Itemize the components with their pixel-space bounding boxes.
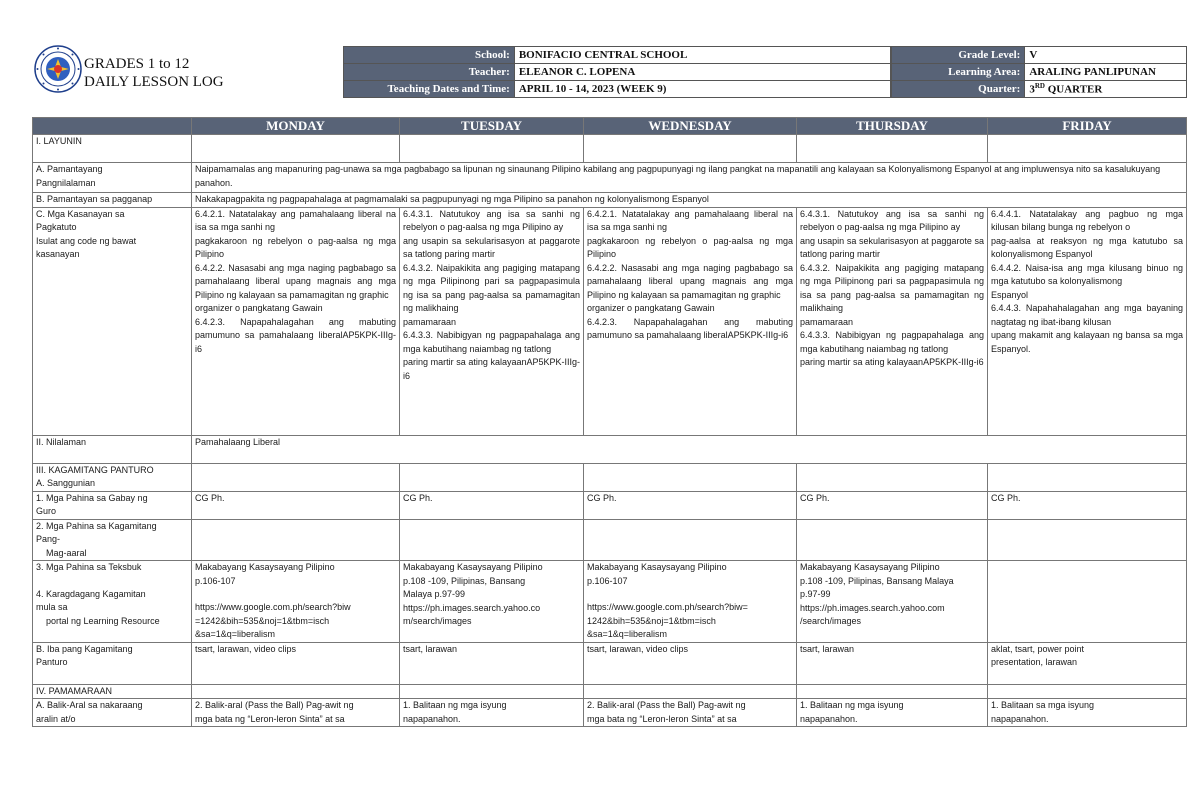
title-daily-lesson-log: DAILY LESSON LOG	[84, 74, 224, 90]
kasanayan-thursday: 6.4.3.1. Natutukoy ang isa sa sanhi ng rebelyon o pag-aalsa ng mga Pilipino ay ang usapin sa sekularisasyon at paggarote sa tatlong paring martir 6.4.3.2. Naipakikita ang pagiging matapang ng mga Pilipinong pari sa pagpapasimula ng isa sa pang pag-aalsa sa pamamagitan ng malikhaing pamamaraan 6.4.3.3. Nabibigyan ng pagpapahalaga ang mga kabutihang naiambag ng tatlong paring martir sa ating kalayaanAP5KPK-IIIg-i6	[797, 207, 988, 435]
teacher-value: ELEANOR C. LOPENA	[514, 64, 890, 81]
pagganap-label: B. Pamantayan sa pagganap	[33, 193, 192, 208]
table-row	[33, 561, 1187, 643]
deped-seal-icon	[34, 45, 82, 93]
learning-area-value: ARALING PANLIPUNAN	[1025, 64, 1187, 81]
title-grades: GRADES 1 to 12	[84, 56, 190, 72]
lesson-log-table	[32, 117, 1187, 727]
kasanayan-tuesday: 6.4.3.1. Natutukoy ang isa sa sanhi ng rebelyon o pag-aalsa ng mga Pilipino ay ang usapin sa sekularisasyon at paggarote sa tatlong paring martir 6.4.3.2. Naipakikita ang pagiging matapang ng mga Pilipinong pari sa pagpapasimula ng isa sa pang pag-aalsa sa pamamagitan ng malikhaing pamamaraan 6.4.3.3. Nabibigyan ng pagpapahalaga ang mga kabutihang naiambag ng tatlong paring martir sa ating kalayaanAP5KPK-IIIg-i6	[400, 207, 584, 435]
iba-label: B. Iba pang Kagamitang Panturo	[33, 642, 192, 684]
balik-wednesday: 2. Balik-aral (Pass the Ball) Pag-awit ng mga bata ng “Leron-leron Sinta” at sa	[584, 699, 797, 727]
iba-wednesday: tsart, larawan, video clips	[584, 642, 797, 684]
nilalaman-label: II. Nilalaman	[33, 435, 192, 463]
table-row	[33, 491, 1187, 519]
resource-link-tuesday: https://ph.images.search.yahoo.co m/search/images	[403, 602, 541, 626]
kasanayan-monday: 6.4.2.1. Natatalakay ang pamahalaang liberal na isa sa mga sanhi ng pagkakaroon ng rebelyon o pag-aalsa ng mga Pilipino 6.4.2.2. Nasasabi ang mga naging pagbabago sa pamahalaang liberal upang magnais ang mga Pilipino ng kalayaan sa pamamagitan ng graphic organizer o pangkatang Gawain 6.4.2.3. Napapahalagahan ang mabuting pamumuno sa pamahalaang liberalAP5KPK-IIIg-i6	[192, 207, 400, 435]
nilalaman-text: Pamahalaang Liberal	[192, 435, 1187, 463]
day-wednesday: WEDNESDAY	[584, 118, 797, 135]
quarter-word: QUARTER	[1044, 83, 1103, 96]
header-info-right	[891, 46, 1187, 98]
learning-area-label: Learning Area:	[892, 64, 1025, 81]
resource-link-monday: https://www.google.com.ph/search?biw =1242&bih=535&noj=1&tbm=isch &sa=1&q=liberalism	[195, 602, 351, 639]
school-value: BONIFACIO CENTRAL SCHOOL	[514, 47, 890, 64]
table-row	[33, 135, 1187, 163]
teksbuk-friday	[988, 561, 1187, 643]
day-monday: MONDAY	[192, 118, 400, 135]
iba-tuesday: tsart, larawan	[400, 642, 584, 684]
iba-friday: aklat, tsart, power point presentation, larawan	[988, 642, 1187, 684]
header-info-left	[343, 46, 891, 98]
dates-value: APRIL 10 - 14, 2023 (WEEK 9)	[514, 81, 890, 98]
pamantayang-label: A. Pamantayang Pangnilalaman	[33, 163, 192, 193]
quarter-label: Quarter:	[892, 81, 1025, 98]
day-tuesday: TUESDAY	[400, 118, 584, 135]
pamantayang-text: Naipamamalas ang mapanuring pag-unawa sa mga pagbabago sa lipunan ng sinaunang Pilipino kabilang ang pagpupunyagi ng ilang pangkat na mapanatili ang kalayaan sa Kolonyalismong Espanyol at ang impluwensya nito sa kasalukuyang panahon.	[192, 163, 1187, 193]
gabay-thursday: CG Ph.	[797, 491, 988, 519]
days-header-blank	[33, 118, 192, 135]
teksbuk-label: 3. Mga Pahina sa Teksbuk 4. Karagdagang Kagamitan mula sa portal ng Learning Resource	[33, 561, 192, 643]
table-row	[33, 207, 1187, 435]
sanggunian-label: A. Sanggunian	[36, 478, 96, 488]
teksbuk-wednesday: Makabayang Kasaysayang Pilipino p.106-107 https://www.google.com.ph/search?biw= 1242&bih=535&noj=1&tbm=isch &sa=1&q=liberalism	[584, 561, 797, 643]
gabay-wednesday: CG Ph.	[584, 491, 797, 519]
kasanayan-friday: 6.4.4.1. Natatalakay ang pagbuo ng mga kilusan bilang bunga ng rebelyon o pag-aalsa at reaksyon ng mga katutubo sa kolonyalismong Espanyol 6.4.4.2. Naisa-isa ang mga kilusang binuo ng mga katutubo sa kolonyalismong Espanyol 6.4.4.3. Napahahalagahan ang mga bayaning nagtatag ng ibat-ibang kilusan upang makamit ang kalayaan ng bansa sa mga Espanyol.	[988, 207, 1187, 435]
kagamitan-label: III. KAGAMITANG PANTURO A. Sanggunian	[33, 463, 192, 491]
teksbuk-monday: Makabayang Kasaysayang Pilipino p.106-107 https://www.google.com.ph/search?biw =1242&bih=535&noj=1&tbm=isch &sa=1&q=liberalism	[192, 561, 400, 643]
quarter-value	[1025, 81, 1187, 98]
grade-level-value: V	[1025, 47, 1187, 64]
table-row	[33, 463, 1187, 491]
balik-label: A. Balik-Aral sa nakaraang aralin at/o	[33, 699, 192, 727]
days-header-row	[33, 118, 1187, 135]
table-row	[33, 435, 1187, 463]
quarter-suffix: RD	[1034, 82, 1045, 91]
gabay-friday: CG Ph.	[988, 491, 1187, 519]
gabay-tuesday: CG Ph.	[400, 491, 584, 519]
gabay-label: 1. Mga Pahina sa Gabay ng Guro	[33, 491, 192, 519]
table-row	[33, 642, 1187, 684]
table-row	[33, 193, 1187, 208]
teacher-label: Teacher:	[344, 64, 515, 81]
iba-thursday: tsart, larawan	[797, 642, 988, 684]
balik-tuesday: 1. Balitaan ng mga isyung napapanahon.	[400, 699, 584, 727]
table-row	[33, 519, 1187, 561]
kasanayan-label: C. Mga Kasanayan sa Pagkatuto Isulat ang code ng bawat kasanayan	[33, 207, 192, 435]
resource-link-wednesday: https://www.google.com.ph/search?biw= 1242&bih=535&noj=1&tbm=isch &sa=1&q=liberalism	[587, 602, 748, 639]
teksbuk-thursday: Makabayang Kasaysayang Pilipino p.108 -109, Pilipinas, Bansang Malaya p.97-99 https://ph.images.search.yahoo.com /search/images	[797, 561, 988, 643]
day-friday: FRIDAY	[988, 118, 1187, 135]
day-thursday: THURSDAY	[797, 118, 988, 135]
balik-monday: 2. Balik-aral (Pass the Ball) Pag-awit ng mga bata ng “Leron-leron Sinta” at sa	[192, 699, 400, 727]
table-row	[33, 684, 1187, 699]
quarter-number: 3	[1029, 83, 1035, 96]
table-row	[33, 163, 1187, 193]
resource-link-thursday: https://ph.images.search.yahoo.com /search/images	[800, 602, 945, 626]
log-title	[84, 55, 224, 91]
iba-monday: tsart, larawan, video clips	[192, 642, 400, 684]
gabay-monday: CG Ph.	[192, 491, 400, 519]
grade-level-label: Grade Level:	[892, 47, 1025, 64]
table-row	[33, 699, 1187, 727]
magaaral-label: 2. Mga Pahina sa Kagamitang Pang- Mag-aaral	[33, 519, 192, 561]
kasanayan-wednesday: 6.4.2.1. Natatalakay ang pamahalaang liberal na isa sa mga sanhi ng pagkakaroon ng rebelyon o pag-aalsa ng mga Pilipino 6.4.2.2. Nasasabi ang mga naging pagbabago sa pamahalaang liberal upang magnais ang mga Pilipino ng kalayaan sa pamamagitan ng graphic organizer o pangkatang Gawain 6.4.2.3. Napapahalagahan ang mabuting pamumuno sa pamahalaang liberalAP5KPK-IIIg-i6	[584, 207, 797, 435]
pamamaraan-label: IV. PAMAMARAAN	[33, 684, 192, 699]
pagganap-text: Nakakapagpakita ng pagpapahalaga at pagmamalaki sa pagpupunyagi ng mga Pilipino sa panahon ng kolonyalismong Espanyol	[192, 193, 1187, 208]
dates-label: Teaching Dates and Time:	[344, 81, 515, 98]
balik-thursday: 1. Balitaan ng mga isyung napapanahon.	[797, 699, 988, 727]
layunin-label: I. LAYUNIN	[33, 135, 192, 163]
balik-friday: 1. Balitaan sa mga isyung napapanahon.	[988, 699, 1187, 727]
teksbuk-tuesday: Makabayang Kasaysayang Pilipino p.108 -109, Pilipinas, Bansang Malaya p.97-99 https://ph.images.search.yahoo.co m/search/images	[400, 561, 584, 643]
school-label: School:	[344, 47, 515, 64]
